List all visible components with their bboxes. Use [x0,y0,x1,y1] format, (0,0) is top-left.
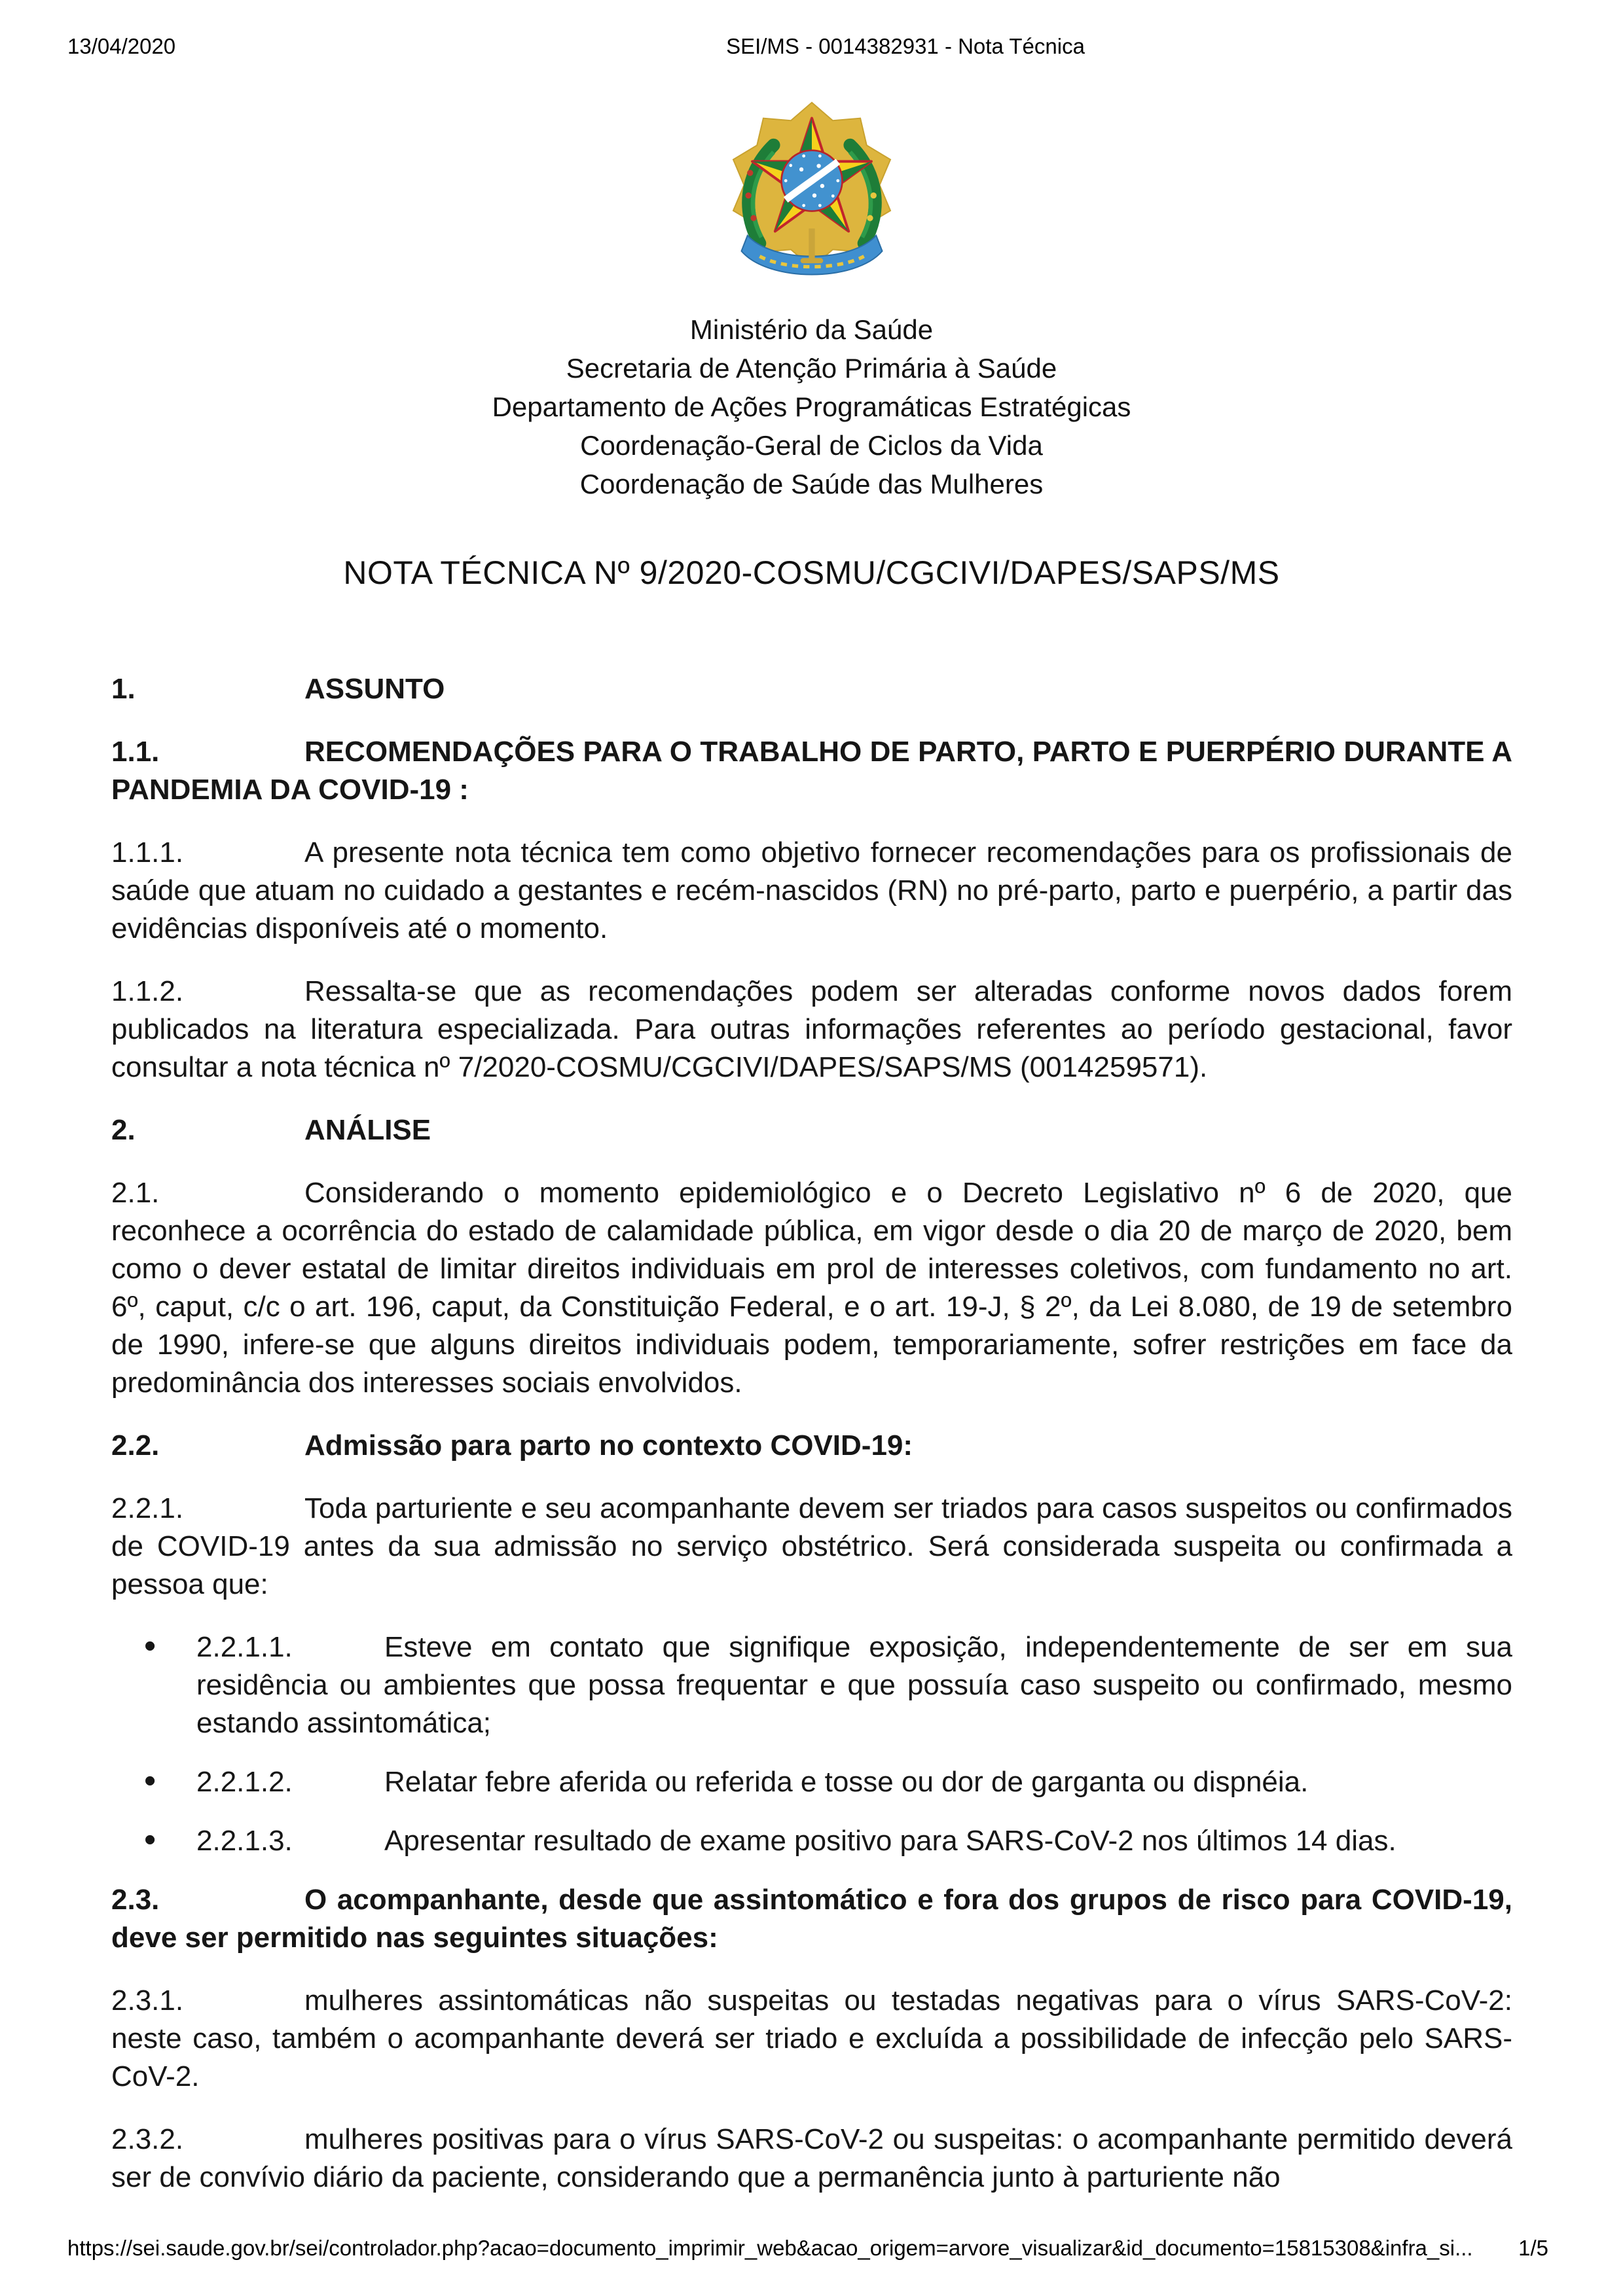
section-text: RECOMENDAÇÕES PARA O TRABALHO DE PARTO, PARTO E PUERPÉRIO DURANTE A PANDEMIA DA COVID-19 : [111,736,1512,806]
print-header-document-ref: SEI/MS - 0014382931 - Nota Técnica [726,34,1085,58]
org-line-coordination: Coordenação de Saúde das Mulheres [579,469,1044,499]
document-title: NOTA TÉCNICA Nº 9/2020-COSMU/CGCIVI/DAPES/SAPS/MS [343,554,1280,591]
section-number: 1.1.1. [111,836,184,869]
heading-recomendacoes [111,733,1512,809]
section-text: Admissão para parto no contexto COVID-19: [304,1429,913,1462]
bullet-icon: • [144,1627,156,1665]
paragraph-1-1-2 [111,973,1512,1086]
section-text: ANÁLISE [304,1114,431,1146]
paragraph-2-2-1 [111,1490,1512,1604]
org-line-secretariat: Secretaria de Atenção Primária à Saúde [566,353,1057,384]
heading-acompanhante [111,1881,1512,1957]
list-item-text: Esteve em contato que signifique exposição, independentemente de ser em sua residência ou ambientes que possa frequentar e que possuía caso suspeito ou confirmado, mesmo estando assintomática; [196,1631,1512,1739]
org-line-department: Departamento de Ações Programáticas Estratégicas [492,391,1131,422]
brazil-coat-of-arms-icon [725,98,899,300]
section-number: 1.1. [111,736,160,768]
org-line-general-coordination: Coordenação-Geral de Ciclos da Vida [580,430,1043,461]
section-heading-analise [111,1111,1512,1149]
list-item-2-2-1-1 [111,1628,1512,1742]
section-number: 2.3. [111,1884,160,1916]
paragraph-text: mulheres positivas para o vírus SARS-CoV-2 ou suspeitas: o acompanhante permitido deverá ser de convívio diário da paciente, considerando que a permanência junto à parturiente não [111,2123,1512,2193]
section-number: 1. [111,673,136,705]
list-item-2-2-1-2 [111,1763,1512,1801]
paragraph-text: Ressalta-se que as recomendações podem ser alteradas conforme novos dados forem publicados na literatura especializada. Para outras informações referentes ao período gestacional, favor consultar a nota técnica nº 7/2020-COSMU/CGCIVI/DAPES/SAPS/MS (0014259571). [111,975,1512,1083]
section-number: 2.2.1.3. [196,1825,293,1857]
list-item-text: Relatar febre aferida ou referida e tosse ou dor de garganta ou dispnéia. [384,1766,1309,1798]
print-header-date: 13/04/2020 [67,34,176,58]
section-number: 2.3.2. [111,2123,184,2155]
list-item-text: Apresentar resultado de exame positivo para SARS-CoV-2 nos últimos 14 dias. [384,1825,1396,1857]
section-number: 2.2. [111,1429,160,1462]
heading-admissao-parto [111,1427,1512,1465]
section-number: 2.1. [111,1177,160,1209]
paragraph-2-1 [111,1174,1512,1402]
paragraph-text: A presente nota técnica tem como objetivo fornecer recomendações para os profissionais de saúde que atuam no cuidado a gestantes e recém-nascidos (RN) no pré-parto, parto e puerpério, a partir das evidências disponíveis até o momento. [111,836,1512,944]
bullet-icon: • [144,1821,156,1859]
section-text: ASSUNTO [304,673,445,705]
print-footer-page-indicator: 1/5 [1518,2236,1548,2260]
print-footer-url: https://sei.saude.gov.br/sei/controlador.php?acao=documento_imprimir_web&acao_origem=arvore_visualizar&id_documento=15815308&infra_si... [67,2236,1473,2260]
section-number: 2. [111,1114,136,1146]
section-number: 2.3.1. [111,1984,184,2017]
section-number: 1.1.2. [111,975,184,1007]
list-item-2-2-1-3 [111,1822,1512,1860]
paragraph-text: Considerando o momento epidemiológico e o Decreto Legislativo nº 6 de 2020, que reconhece a ocorrência do estado de calamidade pública, em vigor desde o dia 20 de março de 2020, bem como o dever estatal de limitar direitos individuais em prol de interesses coletivos, com fundamento no art. 6º, caput, c/c o art. 196, caput, da Constituição Federal, e o art. 19-J, § 2º, da Lei 8.080, de 19 de setembro de 1990, infere-se que alguns direitos individuais podem, temporariamente, sofrer restrições em face da predominância dos interesses sociais envolvidos. [111,1177,1512,1399]
paragraph-1-1-1 [111,834,1512,948]
letterhead-org-block [0,310,1623,503]
section-heading-assunto [111,670,1512,708]
section-number: 2.2.1.1. [196,1631,293,1663]
paragraph-2-3-1 [111,1982,1512,2096]
section-number: 2.2.1.2. [196,1766,293,1798]
paragraph-text: mulheres assintomáticas não suspeitas ou testadas negativas para o vírus SARS-CoV-2: neste caso, também o acompanhante deverá ser triado e excluída a possibilidade de infecção pelo SARS-CoV-2. [111,1984,1512,2092]
triage-criteria-list [111,1628,1512,1860]
org-line-ministry: Ministério da Saúde [689,314,934,345]
paragraph-2-3-2 [111,2121,1512,2197]
bullet-icon: • [144,1762,156,1800]
section-number: 2.2.1. [111,1492,184,1524]
paragraph-text: Toda parturiente e seu acompanhante devem ser triados para casos suspeitos ou confirmados de COVID-19 antes da sua admissão no serviço obstétrico. Será considerada suspeita ou confirmada a pessoa que: [111,1492,1512,1600]
document-body [111,670,1512,2221]
section-text: O acompanhante, desde que assintomático e fora dos grupos de risco para COVID-19, deve ser permitido nas seguintes situações: [111,1884,1512,1954]
